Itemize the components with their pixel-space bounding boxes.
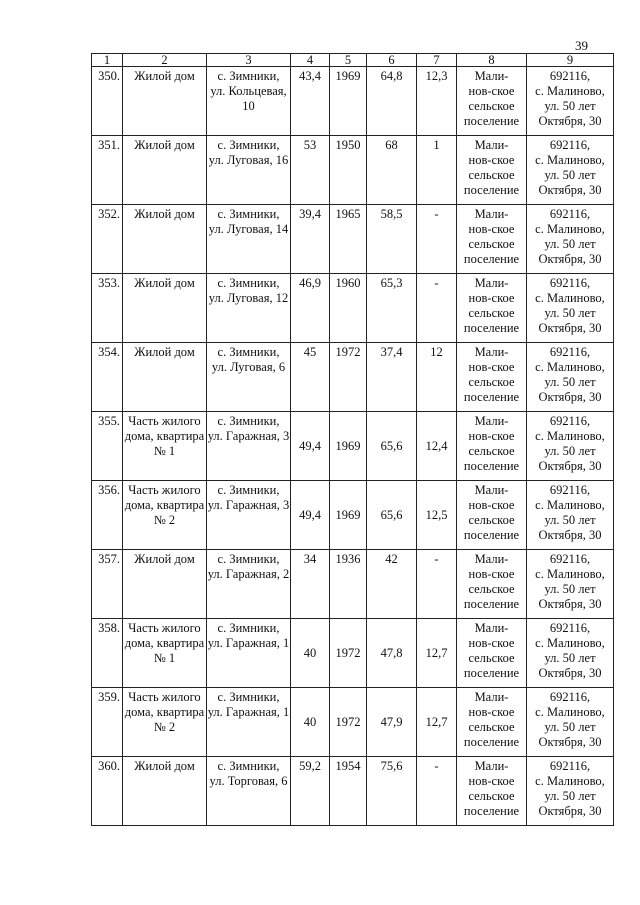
- area-cell: 53: [291, 136, 330, 205]
- table-row: [92, 757, 614, 826]
- address-cell: с. Зимники, ул. Луговая, 6: [207, 343, 291, 412]
- row-number-cell: 354.: [92, 343, 123, 412]
- area-cell: 39,4: [291, 205, 330, 274]
- column-header: 4: [291, 54, 330, 67]
- table-row: [92, 343, 614, 412]
- area-cell: 45: [291, 343, 330, 412]
- page-number: 39: [575, 38, 588, 53]
- owner-address-cell: 692116, с. Малиново, ул. 50 лет Октября, 30: [527, 67, 614, 136]
- value-col6-cell: 37,4: [367, 343, 417, 412]
- table-row: [92, 136, 614, 205]
- owner-cell: Мали- нов-ское сельское поселение: [457, 757, 527, 826]
- area-cell: 49,4: [291, 481, 330, 550]
- value-col7-cell: -: [417, 274, 457, 343]
- object-name-cell: Жилой дом: [123, 274, 207, 343]
- table-row: [92, 412, 614, 481]
- year-cell: 1969: [330, 412, 367, 481]
- owner-address-cell: 692116, с. Малиново, ул. 50 лет Октября, 30: [527, 688, 614, 757]
- table-row: [92, 550, 614, 619]
- owner-address-cell: 692116, с. Малиново, ул. 50 лет Октября, 30: [527, 412, 614, 481]
- object-name-cell: Жилой дом: [123, 205, 207, 274]
- row-number-cell: 359.: [92, 688, 123, 757]
- owner-address-cell: 692116, с. Малиново, ул. 50 лет Октября, 30: [527, 274, 614, 343]
- area-cell: 59,2: [291, 757, 330, 826]
- owner-address-cell: 692116, с. Малиново, ул. 50 лет Октября, 30: [527, 136, 614, 205]
- owner-address-cell: 692116, с. Малиново, ул. 50 лет Октября, 30: [527, 205, 614, 274]
- address-cell: с. Зимники, ул. Гаражная, 3: [207, 481, 291, 550]
- row-number-cell: 353.: [92, 274, 123, 343]
- area-cell: 46,9: [291, 274, 330, 343]
- year-cell: 1969: [330, 67, 367, 136]
- area-cell: 43,4: [291, 67, 330, 136]
- column-header: 7: [417, 54, 457, 67]
- object-name-cell: Часть жилого дома, квартира № 1: [123, 619, 207, 688]
- object-name-cell: Жилой дом: [123, 550, 207, 619]
- area-cell: 40: [291, 619, 330, 688]
- owner-cell: Мали- нов-ское сельское поселение: [457, 67, 527, 136]
- owner-address-cell: 692116, с. Малиново, ул. 50 лет Октября, 30: [527, 481, 614, 550]
- value-col6-cell: 68: [367, 136, 417, 205]
- owner-cell: Мали- нов-ское сельское поселение: [457, 274, 527, 343]
- year-cell: 1972: [330, 619, 367, 688]
- value-col6-cell: 47,8: [367, 619, 417, 688]
- address-cell: с. Зимники, ул. Гаражная, 1: [207, 619, 291, 688]
- address-cell: с. Зимники, ул. Торговая, 6: [207, 757, 291, 826]
- object-name-cell: Жилой дом: [123, 136, 207, 205]
- owner-cell: Мали- нов-ское сельское поселение: [457, 550, 527, 619]
- table-row: [92, 67, 614, 136]
- owner-cell: Мали- нов-ское сельское поселение: [457, 412, 527, 481]
- value-col7-cell: -: [417, 550, 457, 619]
- row-number-cell: 350.: [92, 67, 123, 136]
- owner-cell: Мали- нов-ское сельское поселение: [457, 688, 527, 757]
- area-cell: 34: [291, 550, 330, 619]
- owner-cell: Мали- нов-ское сельское поселение: [457, 205, 527, 274]
- year-cell: 1954: [330, 757, 367, 826]
- address-cell: с. Зимники, ул. Гаражная, 3: [207, 412, 291, 481]
- owner-cell: Мали- нов-ское сельское поселение: [457, 619, 527, 688]
- table-row: [92, 619, 614, 688]
- address-cell: с. Зимники, ул. Гаражная, 2: [207, 550, 291, 619]
- address-cell: с. Зимники, ул. Кольцевая, 10: [207, 67, 291, 136]
- year-cell: 1950: [330, 136, 367, 205]
- property-register-table: [91, 53, 614, 826]
- value-col7-cell: 12,5: [417, 481, 457, 550]
- owner-address-cell: 692116, с. Малиново, ул. 50 лет Октября, 30: [527, 343, 614, 412]
- value-col6-cell: 65,6: [367, 412, 417, 481]
- owner-address-cell: 692116, с. Малиново, ул. 50 лет Октября, 30: [527, 619, 614, 688]
- value-col6-cell: 64,8: [367, 67, 417, 136]
- column-header: 8: [457, 54, 527, 67]
- row-number-cell: 360.: [92, 757, 123, 826]
- area-cell: 49,4: [291, 412, 330, 481]
- table-row: [92, 274, 614, 343]
- table-row: [92, 688, 614, 757]
- owner-address-cell: 692116, с. Малиново, ул. 50 лет Октября, 30: [527, 757, 614, 826]
- object-name-cell: Жилой дом: [123, 343, 207, 412]
- column-header: 6: [367, 54, 417, 67]
- column-header: 3: [207, 54, 291, 67]
- value-col7-cell: -: [417, 205, 457, 274]
- value-col6-cell: 42: [367, 550, 417, 619]
- area-cell: 40: [291, 688, 330, 757]
- year-cell: 1960: [330, 274, 367, 343]
- row-number-cell: 351.: [92, 136, 123, 205]
- value-col6-cell: 65,6: [367, 481, 417, 550]
- value-col6-cell: 75,6: [367, 757, 417, 826]
- owner-cell: Мали- нов-ское сельское поселение: [457, 136, 527, 205]
- object-name-cell: Часть жилого дома, квартира № 2: [123, 688, 207, 757]
- column-header: 9: [527, 54, 614, 67]
- object-name-cell: Часть жилого дома, квартира № 2: [123, 481, 207, 550]
- value-col6-cell: 58,5: [367, 205, 417, 274]
- value-col7-cell: 12,7: [417, 688, 457, 757]
- row-number-cell: 356.: [92, 481, 123, 550]
- address-cell: с. Зимники, ул. Луговая, 16: [207, 136, 291, 205]
- address-cell: с. Зимники, ул. Луговая, 12: [207, 274, 291, 343]
- owner-cell: Мали- нов-ское сельское поселение: [457, 343, 527, 412]
- value-col7-cell: 1: [417, 136, 457, 205]
- row-number-cell: 352.: [92, 205, 123, 274]
- row-number-cell: 358.: [92, 619, 123, 688]
- object-name-cell: Жилой дом: [123, 757, 207, 826]
- column-header: 5: [330, 54, 367, 67]
- object-name-cell: Жилой дом: [123, 67, 207, 136]
- column-number-row: [92, 54, 614, 67]
- year-cell: 1965: [330, 205, 367, 274]
- value-col7-cell: 12: [417, 343, 457, 412]
- address-cell: с. Зимники, ул. Луговая, 14: [207, 205, 291, 274]
- column-header: 1: [92, 54, 123, 67]
- address-cell: с. Зимники, ул. Гаражная, 1: [207, 688, 291, 757]
- value-col7-cell: 12,4: [417, 412, 457, 481]
- year-cell: 1969: [330, 481, 367, 550]
- owner-address-cell: 692116, с. Малиново, ул. 50 лет Октября, 30: [527, 550, 614, 619]
- column-header: 2: [123, 54, 207, 67]
- table-row: [92, 481, 614, 550]
- year-cell: 1972: [330, 343, 367, 412]
- row-number-cell: 355.: [92, 412, 123, 481]
- object-name-cell: Часть жилого дома, квартира № 1: [123, 412, 207, 481]
- value-col7-cell: -: [417, 757, 457, 826]
- year-cell: 1936: [330, 550, 367, 619]
- value-col7-cell: 12,3: [417, 67, 457, 136]
- owner-cell: Мали- нов-ское сельское поселение: [457, 481, 527, 550]
- year-cell: 1972: [330, 688, 367, 757]
- row-number-cell: 357.: [92, 550, 123, 619]
- value-col6-cell: 47,9: [367, 688, 417, 757]
- value-col7-cell: 12,7: [417, 619, 457, 688]
- value-col6-cell: 65,3: [367, 274, 417, 343]
- table-row: [92, 205, 614, 274]
